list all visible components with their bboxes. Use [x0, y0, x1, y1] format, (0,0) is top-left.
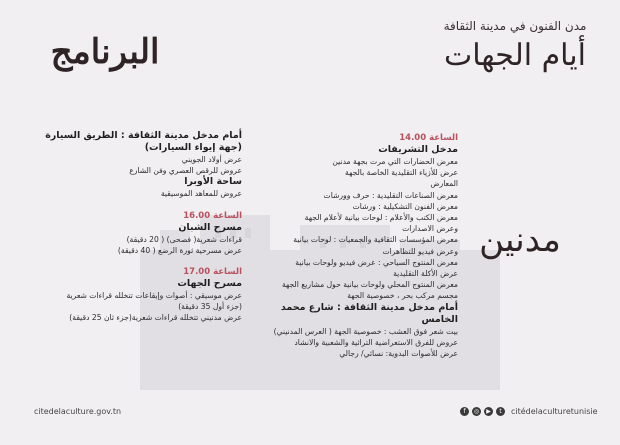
website-link[interactable]: citedelaculture.gov.tn — [34, 407, 122, 416]
logo-title: أيام الجهات — [444, 38, 586, 73]
social-icons — [460, 407, 505, 416]
list-item: مجسم مركب بحر ، خصوصية الجهة — [347, 291, 458, 301]
list-item: عرض أولاد الجويني — [181, 155, 242, 164]
list-item: وعرض الاصدارات — [402, 224, 458, 234]
list-item: المعارض — [430, 179, 458, 189]
list-item: عروض للرقص العصري وفن الشارع — [129, 166, 242, 176]
list-item: عرض موسيقي : أصوات وإيقاعات تتخلله قراءات شعرية — [66, 291, 242, 301]
city-name: مدنين — [479, 220, 561, 260]
social-handle: citédelaculturetunisie — [511, 407, 598, 416]
list-item: عرض مدنيني تتخلله قراءات شعرية(جزء ثان 25 دقيقة) — [69, 313, 242, 323]
venue-heading: مدخل التشريفات — [378, 144, 458, 155]
logo-subtitle: مدن الفنون في مدينة الثقافة — [443, 19, 587, 33]
schedule-left-column — [30, 130, 242, 324]
list-item: معرض المنتوج المحلي ولوحات بيانية حول مشاريع الجهة — [281, 280, 458, 290]
time-label: الساعة 14.00 — [399, 133, 458, 143]
venue-heading: أمام مدخل مدينة الثقافة : الطريق السيارة (جهة إيواء السيارات) — [45, 130, 242, 153]
list-item: معرض الصناعات التقليدية : حرف وورشات — [323, 190, 458, 200]
venue-heading: مسرح الجهات — [177, 278, 242, 290]
list-item: عروض للفرق الاستعراضية التراثية والشعبية والانشاد — [294, 337, 458, 347]
youtube-icon[interactable]: ▶ — [484, 407, 493, 416]
list-item: عروض للمعاهد الموسيقية — [160, 189, 242, 199]
venue-heading: ساحة الأوبرا — [184, 176, 242, 188]
time-label: الساعة 17.00 — [183, 267, 242, 278]
list-item: معرض الكتب والأعلام : لوحات بيانية لأعلام الجهة — [304, 213, 458, 223]
list-item: بيت شعر فوق العشب : خصوصية الجهة ( العرس المدنيني) — [273, 326, 458, 336]
list-item: معرض الفنون التشكيلية : ورشات — [352, 201, 458, 211]
list-item: عرض مسرحية ثورة الرضع ( 40 دقيقة) — [117, 245, 242, 255]
time-label: الساعة 16.00 — [183, 210, 242, 221]
list-item: وعرض فيديو للتظاهرات — [382, 246, 458, 256]
event-logo — [430, 18, 600, 98]
list-item: عرض للأزياء التقليدية الخاصة بالجهة — [345, 168, 458, 178]
facebook-icon[interactable]: f — [460, 407, 469, 416]
program-title: البرنامج — [50, 32, 160, 72]
venue-heading: مسرح الشبان — [178, 221, 242, 233]
list-item: معرض المؤسسات الثقافية والجمعيات : لوحات بيانية — [293, 235, 458, 245]
list-item: قراءات شعرية( فصحى) ( 20 دقيقة) — [126, 234, 242, 244]
list-item: عرض للأصوات البدوية: نسائي/ رجالي — [339, 349, 458, 359]
list-item: عرض الأكلة التقليدية — [393, 269, 458, 279]
venue-heading: أمام مدخل مدينة الثقافة : شارع محمد الخامس — [280, 301, 458, 325]
schedule-right-column — [258, 130, 458, 359]
list-item: (جزء أول 35 دقيقة) — [178, 302, 242, 312]
instagram-icon[interactable]: ◎ — [473, 408, 480, 415]
list-item: معرض الحضارات التي مرت بجهة مدنين — [332, 157, 458, 166]
social-bar — [460, 407, 598, 416]
list-item: معرض المنتوج السياحي : عرض فيديو ولوحات بيانية — [295, 257, 458, 267]
twitter-icon[interactable]: t — [496, 407, 505, 416]
